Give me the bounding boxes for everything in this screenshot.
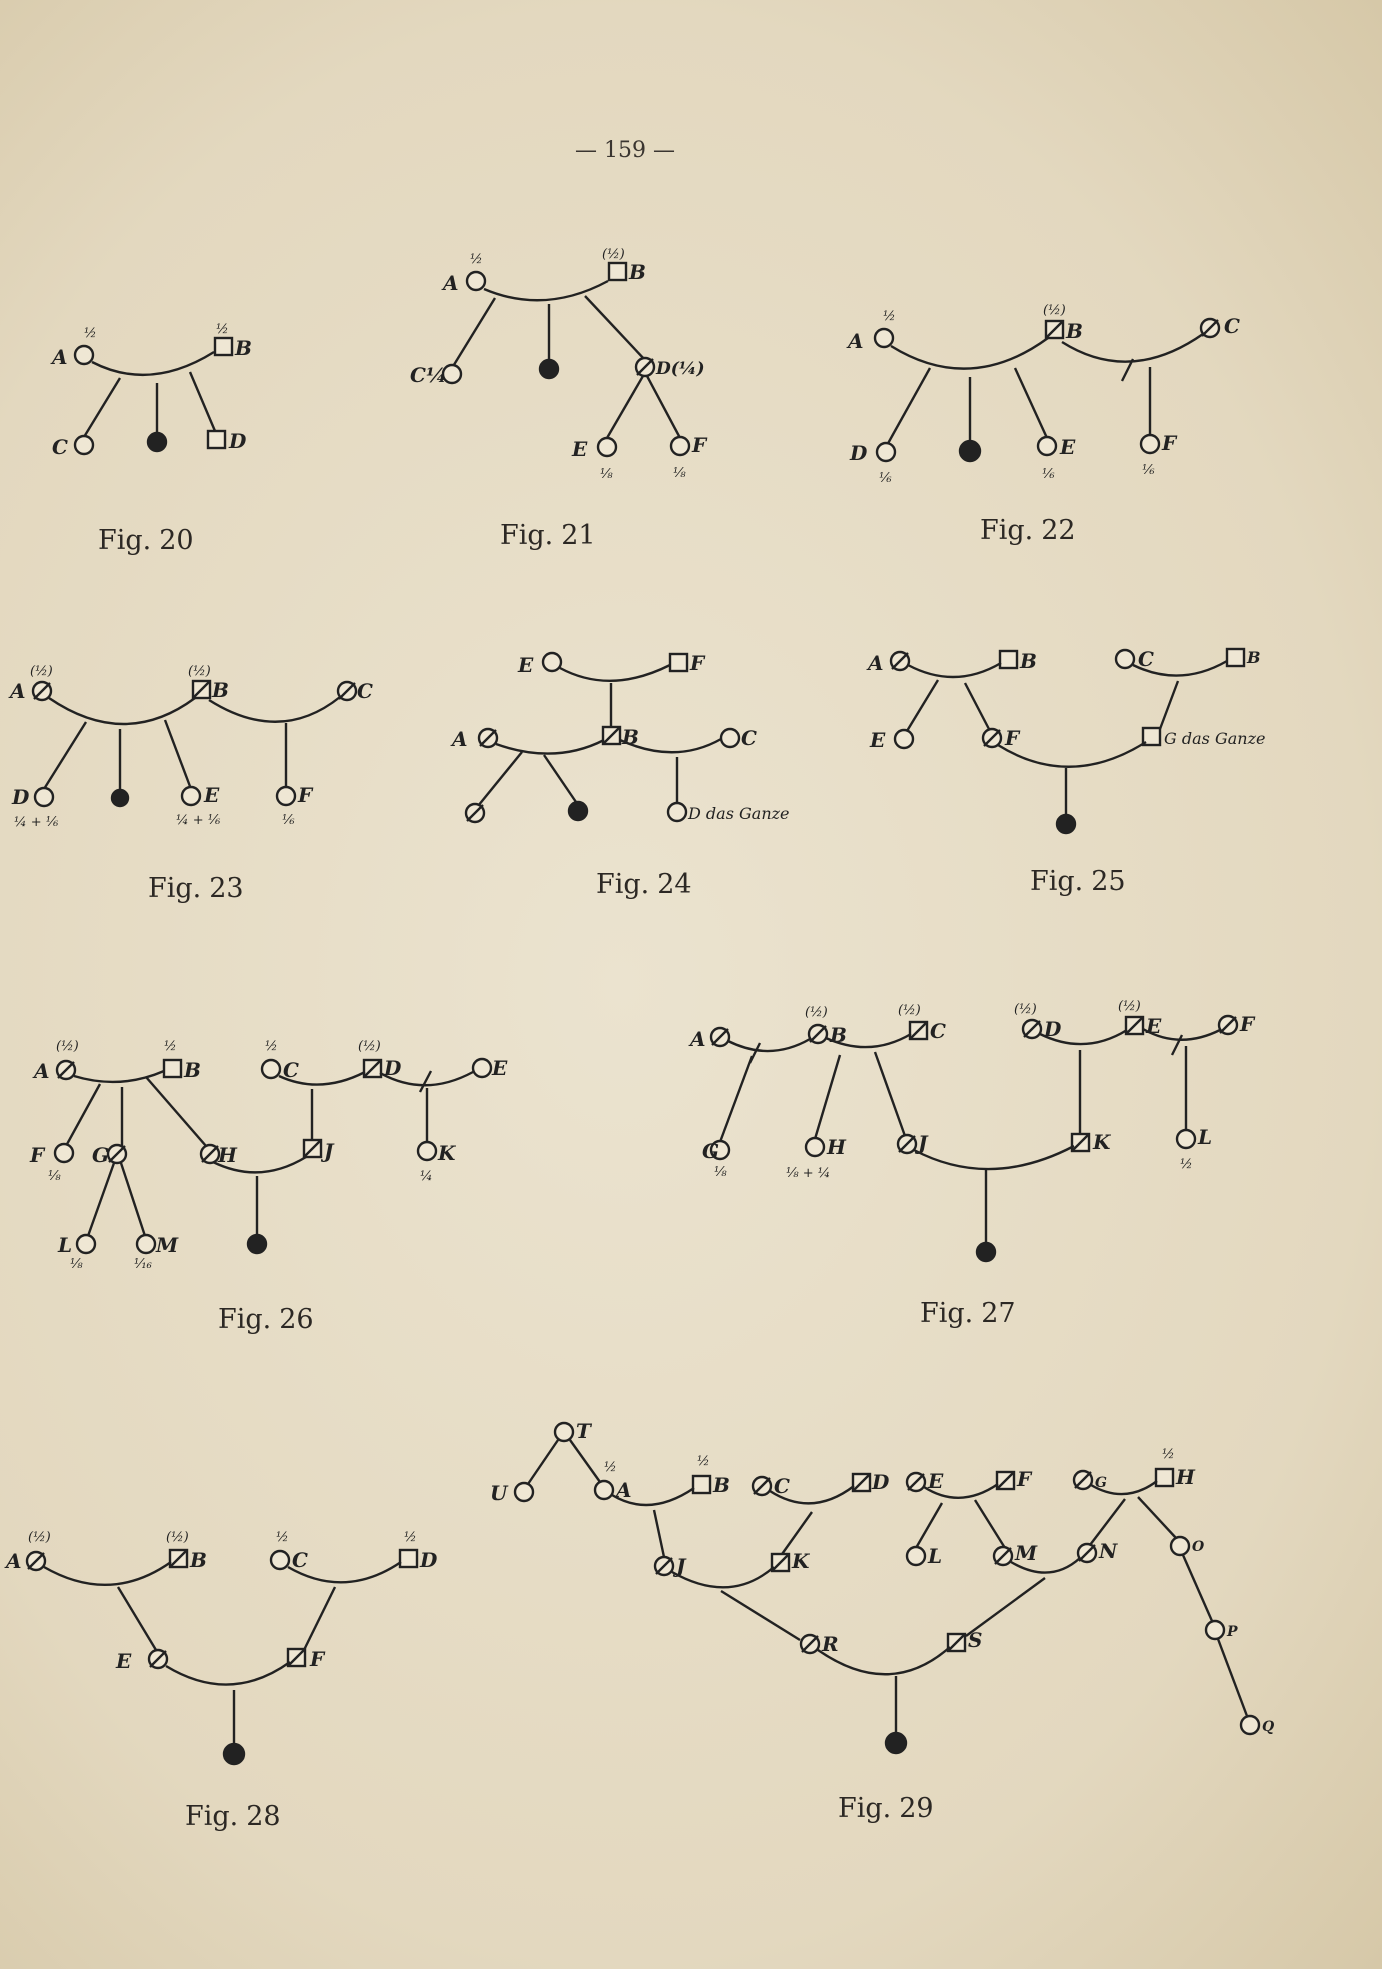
caption-fig-27 [920, 1298, 1016, 1329]
fig25-label-B2: B [1247, 648, 1261, 667]
fig23-frac-D: ¼ + ⅙ [14, 815, 59, 830]
fig20-frac-A: ½ [84, 326, 97, 341]
fig29-label-G: G [1095, 1475, 1107, 1491]
fig21-label-C: C¼ [410, 363, 447, 387]
fig27-frac-C: (½) [898, 1003, 921, 1018]
fig29-label-S: S [968, 1628, 983, 1652]
fig25-label-F: F [1005, 726, 1020, 750]
fig29-label-D: D [872, 1470, 890, 1494]
caption-fig-29 [838, 1793, 934, 1824]
caption-prefix: Fig. [500, 520, 554, 551]
caption-number: 22 [1041, 515, 1076, 546]
fig25-label-E: E [870, 728, 886, 752]
caption-prefix: Fig. [596, 869, 650, 900]
fig27-frac-L: ½ [1180, 1157, 1193, 1172]
caption-number: 28 [246, 1801, 281, 1832]
figure-21-diagram [443, 263, 689, 456]
caption-number: 25 [1091, 866, 1126, 897]
fig27-label-A: A [690, 1027, 706, 1051]
fig27-frac-G: ⅛ [714, 1165, 727, 1180]
fig23-label-F: F [298, 783, 313, 807]
fig29-label-A: A [616, 1478, 632, 1502]
fig23-frac-A: (½) [30, 664, 53, 679]
fig22-label-C: C [1224, 314, 1240, 338]
fig29-label-M: M [1015, 1541, 1038, 1565]
caption-fig-22 [980, 515, 1076, 546]
page-number: — 159 — [575, 138, 675, 163]
caption-prefix: Fig. [98, 525, 152, 556]
fig26-label-D: D [384, 1056, 402, 1080]
fig26-frac-B: ½ [164, 1039, 177, 1054]
fig21-label-B: B [629, 260, 646, 284]
fig20-label-D: D [229, 429, 247, 453]
fig21-frac-A: ½ [470, 252, 483, 267]
fig29-label-O: O [1192, 1539, 1205, 1555]
fig24-label-A: A [452, 727, 468, 751]
fig29-label-C: C [774, 1474, 790, 1498]
fig28-label-F: F [310, 1647, 325, 1671]
fig27-label-B: B [830, 1023, 847, 1047]
fig21-frac-E: ⅛ [600, 467, 613, 482]
fig29-label-L: L [928, 1544, 943, 1568]
fig29-label-Q: Q [1262, 1719, 1275, 1735]
fig27-label-D: D [1044, 1017, 1062, 1041]
fig23-frac-E: ¼ + ⅙ [176, 813, 221, 828]
fig25-label-G: G das Ganze [1164, 729, 1266, 748]
caption-prefix: Fig. [185, 1801, 239, 1832]
fig29-frac-A: ½ [604, 1460, 617, 1475]
fig22-frac-D: ⅙ [879, 471, 892, 486]
fig25-label-A: A [868, 651, 884, 675]
fig23-label-A: A [10, 679, 26, 703]
fig29-label-H: H [1176, 1465, 1195, 1489]
fig24-label-E: E [518, 653, 534, 677]
fig29-label-P: P [1227, 1624, 1238, 1640]
caption-number: 27 [981, 1298, 1016, 1329]
fig20-frac-B: ½ [216, 322, 229, 337]
fig26-frac-C: ½ [265, 1039, 278, 1054]
fig26-label-J: J [324, 1139, 334, 1163]
fig23-label-B: B [212, 678, 229, 702]
fig28-label-E: E [116, 1649, 132, 1673]
fig28-label-C: C [292, 1548, 308, 1572]
fig23-frac-F: ⅙ [282, 813, 295, 828]
fig21-frac-B: (½) [602, 247, 625, 262]
fig22-label-E: E [1060, 435, 1076, 459]
fig27-label-C: C [930, 1019, 946, 1043]
fig22-frac-B: (½) [1043, 303, 1066, 318]
fig29-label-F: F [1017, 1467, 1032, 1491]
fig28-frac-D: ½ [404, 1530, 417, 1545]
fig24-label-D: D das Ganze [688, 804, 790, 823]
caption-fig-25 [1030, 866, 1126, 897]
fig26-frac-D: (½) [358, 1039, 381, 1054]
fig27-label-K: K [1093, 1130, 1111, 1154]
fig23-frac-B: (½) [188, 664, 211, 679]
fig27-frac-E: (½) [1118, 999, 1141, 1014]
fig28-label-A: A [6, 1549, 22, 1573]
caption-fig-20 [98, 525, 194, 556]
fig28-label-D: D [420, 1548, 438, 1572]
fig28-frac-B: (½) [166, 1530, 189, 1545]
fig29-label-B: B [713, 1473, 730, 1497]
fig26-label-H: H [218, 1143, 237, 1167]
fig25-label-B: B [1020, 649, 1037, 673]
caption-prefix: Fig. [1030, 866, 1084, 897]
fig29-label-U: U [490, 1481, 508, 1505]
fig22-label-B: B [1066, 319, 1083, 343]
fig26-frac-F: ⅛ [48, 1169, 61, 1184]
caption-number: 29 [899, 1793, 934, 1824]
fig26-label-L: L [58, 1233, 73, 1257]
fig20-label-B: B [235, 336, 252, 360]
fig27-frac-H: ⅛ + ¼ [786, 1166, 831, 1181]
fig26-label-B: B [184, 1058, 201, 1082]
fig25-label-C: C [1138, 647, 1154, 671]
figure-27-diagram [711, 1016, 1237, 1261]
fig27-label-J: J [918, 1131, 928, 1155]
fig22-label-F: F [1162, 431, 1177, 455]
caption-number: 26 [279, 1304, 314, 1335]
fig21-label-F: F [692, 433, 707, 457]
fig27-label-G: G [702, 1139, 720, 1163]
fig21-label-D: D(¼) [656, 359, 705, 379]
fig26-label-M: M [156, 1233, 179, 1257]
fig26-frac-L: ⅛ [70, 1257, 83, 1272]
fig27-frac-B: (½) [805, 1005, 828, 1020]
fig28-label-B: B [190, 1548, 207, 1572]
fig21-frac-F: ⅛ [673, 466, 686, 481]
fig29-frac-B: ½ [697, 1454, 710, 1469]
caption-fig-23 [148, 873, 244, 904]
caption-fig-28 [185, 1801, 281, 1832]
caption-prefix: Fig. [148, 873, 202, 904]
caption-prefix: Fig. [980, 515, 1034, 546]
fig23-label-E: E [204, 783, 220, 807]
fig29-label-J: J [676, 1554, 686, 1578]
figure-20-diagram [75, 338, 232, 454]
figure-26-diagram [55, 1059, 491, 1253]
fig28-frac-A: (½) [28, 1530, 51, 1545]
fig26-frac-M: ⅟₁₆ [134, 1257, 152, 1272]
fig29-label-N: N [1099, 1539, 1118, 1563]
fig29-label-E: E [928, 1469, 944, 1493]
caption-fig-24 [596, 869, 692, 900]
fig26-label-C: C [283, 1058, 299, 1082]
fig27-label-F: F [1240, 1012, 1255, 1036]
caption-number: 23 [209, 873, 244, 904]
fig23-label-D: D [12, 785, 30, 809]
fig27-frac-D: (½) [1014, 1002, 1037, 1017]
fig26-label-A: A [34, 1059, 50, 1083]
fig26-frac-K: ¼ [420, 1169, 433, 1184]
caption-fig-21 [500, 520, 596, 551]
caption-number: 21 [561, 520, 596, 551]
fig20-label-A: A [52, 345, 68, 369]
fig29-label-R: R [822, 1632, 839, 1656]
fig29-frac-H: ½ [1162, 1447, 1175, 1462]
fig22-label-A: A [848, 329, 864, 353]
figure-24-diagram [466, 653, 739, 822]
fig29-label-T: T [576, 1419, 591, 1443]
fig26-label-F: F [30, 1143, 45, 1167]
fig24-label-C: C [741, 726, 757, 750]
fig29-label-K: K [792, 1549, 810, 1573]
fig22-label-D: D [850, 441, 868, 465]
fig24-label-F: F [690, 651, 705, 675]
fig22-frac-E: ⅙ [1042, 467, 1055, 482]
fig22-frac-F: ⅙ [1142, 463, 1155, 478]
caption-prefix: Fig. [218, 1304, 272, 1335]
fig26-label-E: E [492, 1056, 508, 1080]
fig23-label-C: C [357, 679, 373, 703]
fig28-frac-C: ½ [276, 1530, 289, 1545]
fig27-label-E: E [1146, 1014, 1162, 1038]
fig21-label-E: E [572, 437, 588, 461]
fig24-label-B: B [622, 725, 639, 749]
fig22-frac-A: ½ [883, 309, 896, 324]
caption-number: 20 [159, 525, 194, 556]
caption-prefix: Fig. [838, 1793, 892, 1824]
fig20-label-C: C [52, 435, 68, 459]
caption-prefix: Fig. [920, 1298, 974, 1329]
caption-fig-26 [218, 1304, 314, 1335]
fig26-label-K: K [438, 1141, 456, 1165]
fig26-frac-A: (½) [56, 1039, 79, 1054]
caption-number: 24 [657, 869, 692, 900]
fig27-label-L: L [1198, 1125, 1213, 1149]
figure-28-diagram [27, 1550, 417, 1764]
fig27-label-H: H [827, 1135, 846, 1159]
fig26-label-G: G [92, 1143, 110, 1167]
fig21-label-A: A [443, 271, 459, 295]
